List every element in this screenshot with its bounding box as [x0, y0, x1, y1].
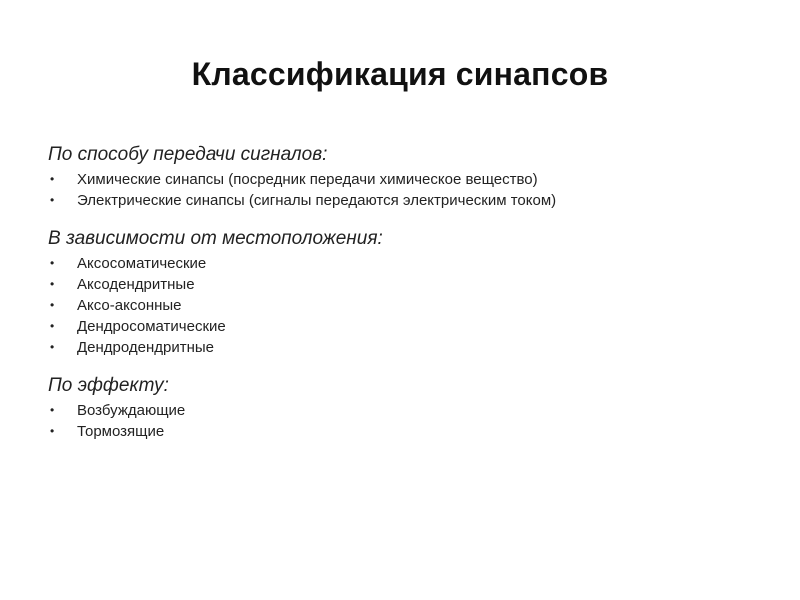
bullet-list [48, 400, 768, 442]
list-item-text: Возбуждающие [77, 402, 186, 419]
bullet-icon: • [50, 319, 55, 333]
bullet-icon: • [50, 193, 55, 207]
bullet-icon: • [50, 403, 55, 417]
bullet-list [48, 253, 768, 358]
section-heading: В зависимости от местоположения: [48, 228, 383, 249]
list-item [48, 295, 768, 316]
bullet-icon: • [50, 277, 55, 291]
section-location [48, 227, 768, 358]
section-heading: По способу передачи сигналов: [48, 144, 328, 165]
list-item-text: Электрические синапсы (сигналы передаются электрическим током) [77, 192, 557, 209]
list-item [48, 421, 768, 442]
list-item [48, 169, 768, 190]
bullet-icon: • [50, 172, 55, 186]
slide-title: Классификация синапсов [191, 56, 609, 92]
bullet-list [48, 169, 768, 211]
list-item-text: Тормозящие [77, 423, 165, 440]
list-item-text: Дендродендритные [77, 339, 215, 356]
list-item-text: Дендросоматические [77, 318, 226, 335]
list-item [48, 253, 768, 274]
section-heading: По эффекту: [48, 375, 169, 396]
slide-content [48, 143, 768, 442]
list-item [48, 190, 768, 211]
list-item [48, 274, 768, 295]
bullet-icon: • [50, 340, 55, 354]
section-signal-transmission [48, 143, 768, 211]
list-item-text: Химические синапсы (посредник передачи химическое вещество) [77, 171, 538, 188]
list-item-text: Аксо-аксонные [77, 297, 182, 314]
list-item-text: Аксосоматические [77, 255, 207, 272]
bullet-icon: • [50, 424, 55, 438]
bullet-icon: • [50, 256, 55, 270]
list-item [48, 400, 768, 421]
section-effect [48, 374, 768, 442]
list-item [48, 316, 768, 337]
bullet-icon: • [50, 298, 55, 312]
list-item [48, 337, 768, 358]
list-item-text: Аксодендритные [77, 276, 195, 293]
